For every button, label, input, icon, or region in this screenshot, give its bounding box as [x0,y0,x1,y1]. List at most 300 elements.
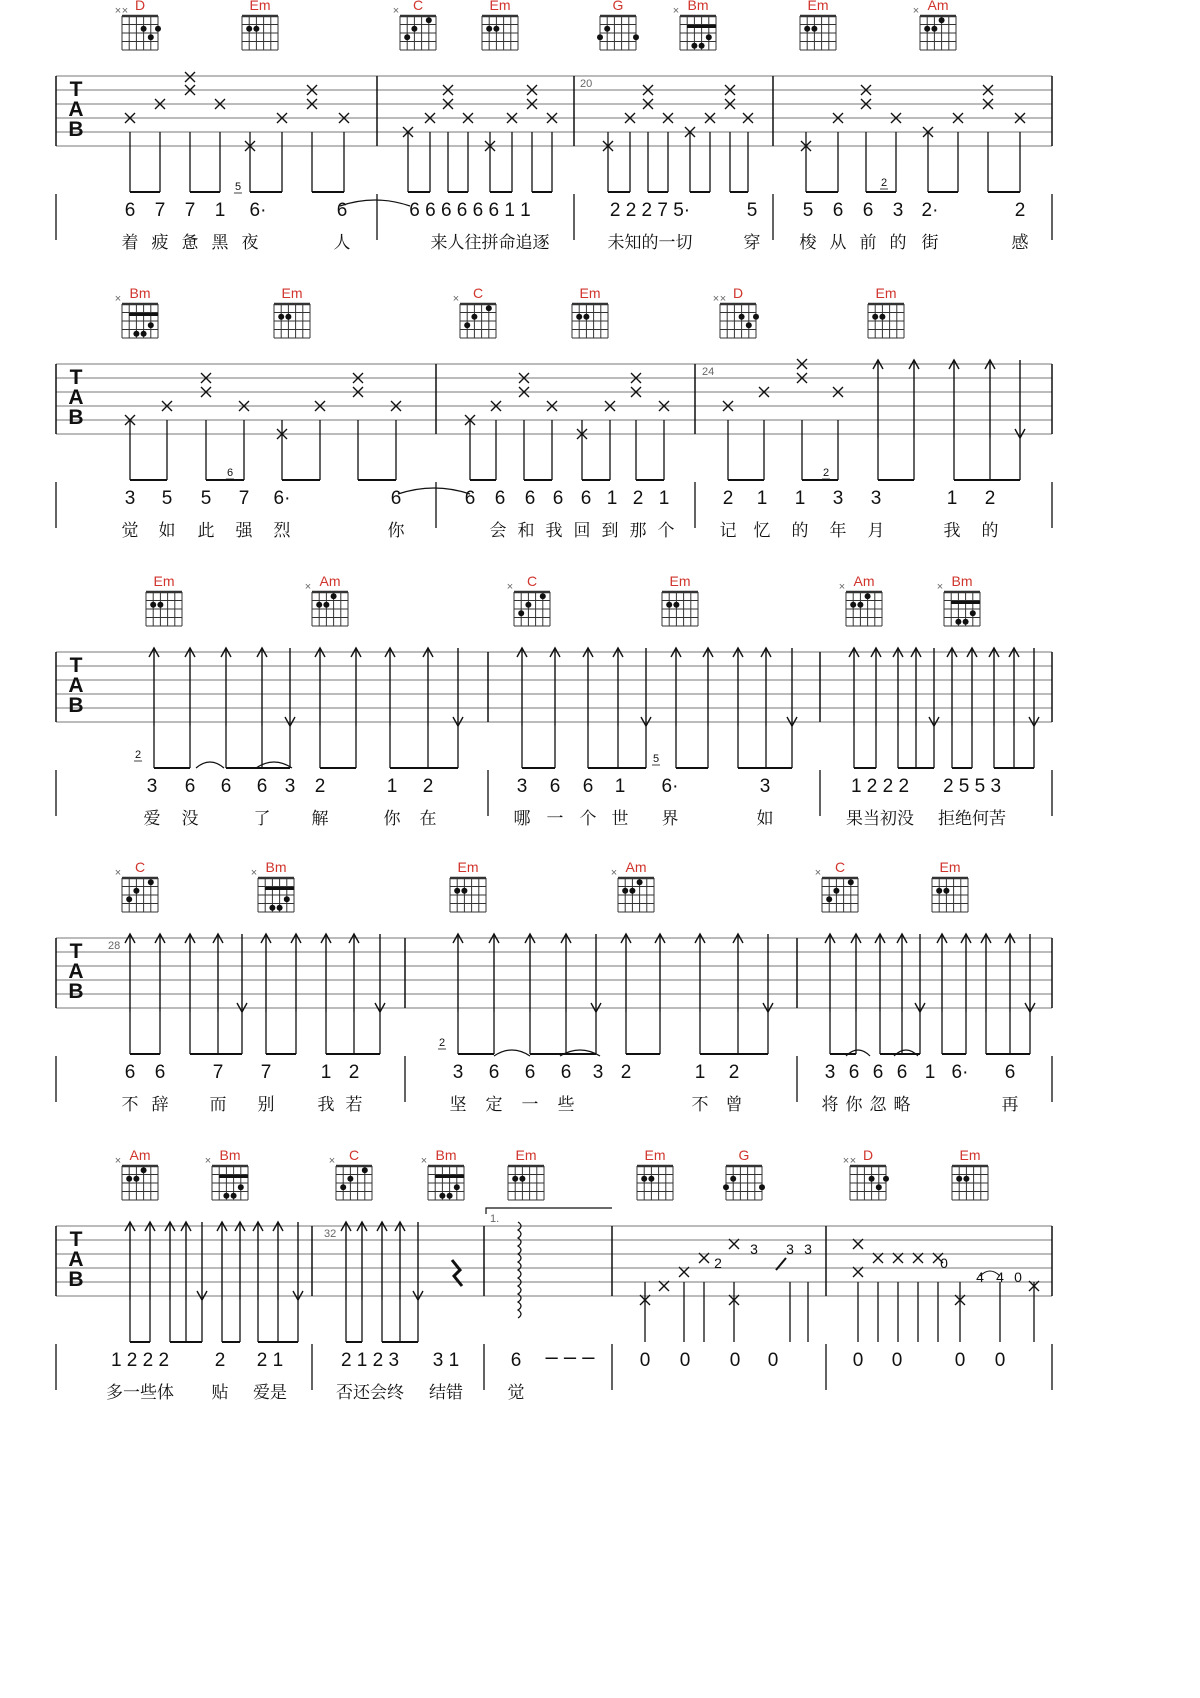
chord-diagram [274,285,310,338]
lyric: 没 [181,809,199,829]
chord-dot [759,1184,765,1190]
chord-mute: × [121,5,129,17]
chord-dot [447,1193,453,1199]
jianpu-note: 3 [146,776,158,797]
chord-dot [150,602,156,608]
chord-dot [525,602,531,608]
chord-name: Am [625,859,647,875]
tab-clef-letter: A [68,98,84,121]
chord-name: Am [319,573,341,589]
chord-dot [691,43,697,49]
lyric: 黑 [211,233,229,253]
lyric: 将 [821,1095,839,1115]
chord-dot [155,26,161,32]
chord-name: Em [281,285,303,301]
lyric: 忆 [753,521,771,541]
chord-name: Bm [219,1147,241,1163]
lyric: 个 [657,521,675,541]
system [56,359,1052,541]
lyric: 若 [345,1095,363,1115]
tab-clef-letter: T [69,78,83,101]
chord-mute: × [712,293,720,305]
jianpu-note: 3 [452,1062,464,1083]
lyric: 从 [829,233,847,253]
chord-dot [362,1167,368,1173]
bar-number: 32 [324,1228,337,1240]
lyric: 界 [661,809,679,829]
chord-dot [512,1176,518,1182]
chord-dot [597,34,603,40]
jianpu-note: 6 [336,200,348,221]
chord-diagram [815,859,858,912]
chord-dot [518,610,524,616]
chord-dot [883,1176,889,1182]
chord-diagram [507,573,550,626]
chord-dot [238,1184,244,1190]
chord-dot [746,322,752,328]
jianpu-note: 0 [954,1350,966,1371]
chord-dot [404,34,410,40]
chord-diagram [115,1147,158,1200]
lyric: 解 [311,809,329,829]
lyric: 未知的一切 [607,233,693,253]
chord-diagram [146,573,182,626]
jianpu-note: 1 2 2 2 [850,776,910,797]
chord-dot [936,888,942,894]
lyric: 年 [829,521,847,541]
lyric: 会 [489,521,507,541]
tab-clef-letter: B [68,118,84,141]
jianpu-note: 3 [832,488,844,509]
jianpu-note: 7 [260,1062,272,1083]
chord-dot [955,619,961,625]
lyric: 到 [601,521,619,541]
slur [398,488,470,494]
chord-diagram [329,1147,372,1200]
chord-name: Em [939,859,961,875]
chord-name: Am [129,1147,151,1163]
jianpu-note: 6 [124,200,136,221]
lyric: 你 [387,521,405,541]
chord-diagram [913,0,956,50]
tab-clef-letter: B [68,694,84,717]
lyric: 略 [893,1095,911,1115]
jianpu-note: 1 [794,488,806,509]
jianpu-note: 2 [728,1062,740,1083]
jianpu-note: 6 [524,488,536,509]
jianpu-note: 6 [552,488,564,509]
lyric: 不 [121,1095,139,1115]
system [56,1208,1052,1403]
chord-name: Bm [687,0,709,13]
chord-dot [857,602,863,608]
chord-mute: × [420,1155,428,1167]
jianpu-note: 0 [767,1350,779,1371]
tab-clef-letter: A [68,386,84,409]
jianpu-note: 6 [832,200,844,221]
chord-dot [133,888,139,894]
tab-fret-number: 0 [1014,1269,1022,1285]
chord-name: C [834,859,846,875]
chord-diagram [115,859,158,912]
tab-clef-letter: T [69,1228,83,1251]
jianpu-note: 2 [984,488,996,509]
jianpu-note: 6 [494,488,506,509]
jianpu-note: 0 [852,1350,864,1371]
chord-name: Em [489,0,511,13]
chord-dot [493,26,499,32]
lyric: 你 [845,1095,863,1115]
chord-dot [148,322,154,328]
jianpu-note: 6 6 6 6 6 6 1 1 [409,200,531,221]
lyric: 些 [557,1095,575,1115]
lyric: 否还会终 [336,1383,404,1403]
lyric: 的 [889,233,907,253]
jianpu-note: 1 [386,776,398,797]
lyric: 回 [573,521,591,541]
jianpu-note: 0 [679,1350,691,1371]
chord-dot [753,314,759,320]
arpeggio-wave [518,1222,521,1318]
chord-name: C [472,285,484,301]
grace-note: 2 [822,467,830,479]
tab-clef-letter: T [69,940,83,963]
chord-mute: × [912,5,920,17]
jianpu-note: 3 [892,200,904,221]
jianpu-note: 6 [560,1062,572,1083]
jianpu-note: 6 [1004,1062,1016,1083]
chord-dot [331,593,337,599]
jianpu-note: 2 [620,1062,632,1083]
tab-clef-letter: T [69,654,83,677]
chord-dot [231,1193,237,1199]
chord-diagram [572,285,608,338]
chord-dot [876,1184,882,1190]
jianpu-note: 3 [284,776,296,797]
chord-diagram [450,859,486,912]
lyric: 你 [383,809,401,829]
lyric: 觉 [121,521,139,541]
jianpu-note: 6 [549,776,561,797]
chord-dot [826,896,832,902]
jianpu-note: 6 [862,200,874,221]
chord-barre [687,25,716,28]
chord-name: Em [515,1147,537,1163]
chord-name: Am [853,573,875,589]
chord-dot [454,888,460,894]
chord-dot [133,1176,139,1182]
chord-dot [340,1184,346,1190]
chord-name: G [738,1147,750,1163]
jianpu-note: 1 2 2 2 [110,1350,170,1371]
system [56,934,1052,1115]
lyric: 夜 [241,233,259,253]
chord-diagram [662,573,698,626]
chord-mute: × [506,581,514,593]
chord-mute: × [204,1155,212,1167]
chord-dot [126,1176,132,1182]
jianpu-note: 1 [924,1062,936,1083]
jianpu-note: 3 [516,776,528,797]
chord-dot [285,314,291,320]
chord-diagram [305,573,348,626]
chord-diagram [453,285,496,338]
jianpu-note: 2· [921,200,939,221]
jianpu-note: 1 [694,1062,706,1083]
chord-dot [931,26,937,32]
jianpu-note: 6· [951,1062,969,1083]
chord-mute: × [936,581,944,593]
slur [846,1050,870,1056]
lyric: 那 [629,521,647,541]
lyric: 一 [546,809,564,829]
chord-mute: × [392,5,400,17]
system [56,648,1052,829]
lyric: 着 [121,233,139,253]
grace-note: 2 [134,749,142,761]
jianpu-note: 7 [154,200,166,221]
lyric: 觉 [507,1383,525,1403]
tab-fret-number: 2 [714,1255,722,1271]
chord-mute: × [849,1155,857,1167]
jianpu-note: 1 [658,488,670,509]
chord-dot [316,602,322,608]
chord-dot [963,619,969,625]
chord-dot [486,305,492,311]
chord-barre [219,1175,248,1178]
jianpu-note: 6 [220,776,232,797]
lyric: 疲 [151,233,169,253]
lyric: 贴 [211,1383,229,1403]
tab-clef-letter: A [68,960,84,983]
lyric: 个 [579,809,597,829]
chord-mute: × [719,293,727,305]
lyric: 强 [235,521,253,541]
slur [196,762,224,768]
chord-diagram [800,0,836,50]
jianpu-note: 2 5 5 3 [942,776,1002,797]
jianpu-note: 1 [946,488,958,509]
chord-diagram [482,0,518,50]
chord-dot [666,602,672,608]
jianpu-note: 5 [200,488,212,509]
chord-dot [284,896,290,902]
slur [494,1050,530,1056]
chord-dot [943,888,949,894]
lyric: 记 [719,521,737,541]
sustain-dashes: – – – [545,1344,595,1369]
grace-note: 6 [226,467,234,479]
chord-dot [848,879,854,885]
lyric: 辞 [151,1095,169,1115]
lyric: 哪 [513,809,531,829]
lyric: 多一些体 [106,1383,174,1403]
tab-fret-number: 3 [786,1241,794,1257]
chord-diagram [843,1147,889,1200]
jianpu-note: 6 [184,776,196,797]
chord-dot [464,322,470,328]
chord-dot [471,314,477,320]
lyric: 街 [921,233,939,253]
chord-barre [129,313,158,316]
jianpu-note: 1 [606,488,618,509]
lyric: 的 [981,521,999,541]
jianpu-note: 6 [580,488,592,509]
jianpu-note: 1 [614,776,626,797]
jianpu-note: 0 [729,1350,741,1371]
chord-barre [265,887,294,890]
chord-name: D [732,285,744,301]
chord-mute: × [114,1155,122,1167]
chord-name: D [134,0,146,13]
chord-name: Bm [951,573,973,589]
chord-diagram [937,573,980,626]
jianpu-note: 1 [756,488,768,509]
chord-dot [641,1176,647,1182]
chord-dot [269,905,275,911]
chord-mute: × [328,1155,336,1167]
chord-diagram [839,573,882,626]
jianpu-note: 5 [802,200,814,221]
chord-mute: × [672,5,680,17]
chord-dot [540,593,546,599]
volta-number: 1. [490,1213,500,1225]
chord-diagram [508,1147,544,1200]
lyric: 如 [158,521,176,541]
chord-diagram [115,0,161,50]
chord-dot [583,314,589,320]
lyric: 世 [611,809,629,829]
volta-bracket [486,1208,612,1214]
lyric: 我 [943,521,961,541]
chord-dot [622,888,628,894]
chord-diagram [421,1147,464,1200]
chord-dot [246,26,252,32]
chord-dot [850,602,856,608]
lyric: 爱 [143,809,161,829]
jianpu-note: 6 [256,776,268,797]
chord-name: Em [807,0,829,13]
lyric: 定 [485,1095,503,1115]
chord-dot [461,888,467,894]
lyric: 穿 [743,233,761,253]
jianpu-note: 5 [746,200,758,221]
chord-diagram [115,285,158,338]
tab-clef-letter: T [69,366,83,389]
jianpu-note: 2 1 [256,1350,284,1371]
chord-dot [811,26,817,32]
chord-mute: × [114,293,122,305]
jianpu-note: 2 2 2 7 5· [609,200,691,221]
jianpu-note: 3 [870,488,882,509]
lyric: 月 [867,521,885,541]
lyric: 此 [197,521,215,541]
jianpu-note: 6 [390,488,402,509]
chord-name: Em [875,285,897,301]
tab-fret-number: 3 [750,1241,758,1257]
chord-dot [148,879,154,885]
jianpu-note: 3 1 [432,1350,460,1371]
bar-number: 20 [580,78,593,90]
jianpu-note: 6 [582,776,594,797]
jianpu-note: 6 [154,1062,166,1083]
grace-note: 5 [652,753,660,765]
lyric: 感 [1011,233,1029,253]
jianpu-note: 1 [320,1062,332,1083]
jianpu-note: 7 [238,488,250,509]
chord-mute: × [838,581,846,593]
jianpu-note: 6 [124,1062,136,1083]
chord-barre [951,601,980,604]
lyric: 来人往拼命追逐 [430,233,550,253]
chord-dot [865,593,871,599]
lyric: 如 [756,809,774,829]
chord-diagram [637,1147,673,1200]
tab-fret-number: 0 [940,1255,948,1271]
jianpu-note: 3 [124,488,136,509]
chord-mute: × [452,293,460,305]
chord-mute: × [304,581,312,593]
chord-dot [411,26,417,32]
jianpu-note: 3 [824,1062,836,1083]
lyric: 和 [517,521,535,541]
lyric: 烈 [273,521,291,541]
chord-name: Em [457,859,479,875]
chord-dot [872,314,878,320]
chord-dot [323,602,329,608]
chord-dot [519,1176,525,1182]
lyric: 的 [791,521,809,541]
lyric: 前 [859,233,877,253]
chord-mute: × [610,867,618,879]
jianpu-note: 2 [632,488,644,509]
chord-dot [833,888,839,894]
chord-dot [148,34,154,40]
jianpu-note: 2 [1014,200,1026,221]
tab-x-mark [185,72,195,82]
chord-dot [439,1193,445,1199]
chord-diagram [673,0,716,50]
jianpu-note: 3 [759,776,771,797]
lyric: 拒绝何苦 [938,809,1006,829]
lyric: 果当初没 [846,809,914,829]
lyric: 别 [257,1095,275,1115]
jianpu-note: 0 [994,1350,1006,1371]
chord-dot [486,26,492,32]
tab-clef-letter: B [68,406,84,429]
chord-mute: × [814,867,822,879]
tab-clef-letter: B [68,1268,84,1291]
chord-diagram [242,0,278,50]
chord-name: C [134,859,146,875]
jianpu-note: 6· [273,488,291,509]
lyric: 曾 [725,1095,743,1115]
jianpu-note: 1 [214,200,226,221]
lyric: 在 [419,809,437,829]
jianpu-note: 6 [464,488,476,509]
chord-dot [629,888,635,894]
chord-dot [730,1176,736,1182]
chord-name: Em [669,573,691,589]
chord-diagram [611,859,654,912]
chord-dot [576,314,582,320]
chord-diagram [713,285,759,338]
chord-mute: × [114,5,122,17]
chord-dot [939,17,945,23]
grace-note: 2 [438,1037,446,1049]
chord-dot [426,17,432,23]
jianpu-note: 2 1 2 3 [340,1350,400,1371]
